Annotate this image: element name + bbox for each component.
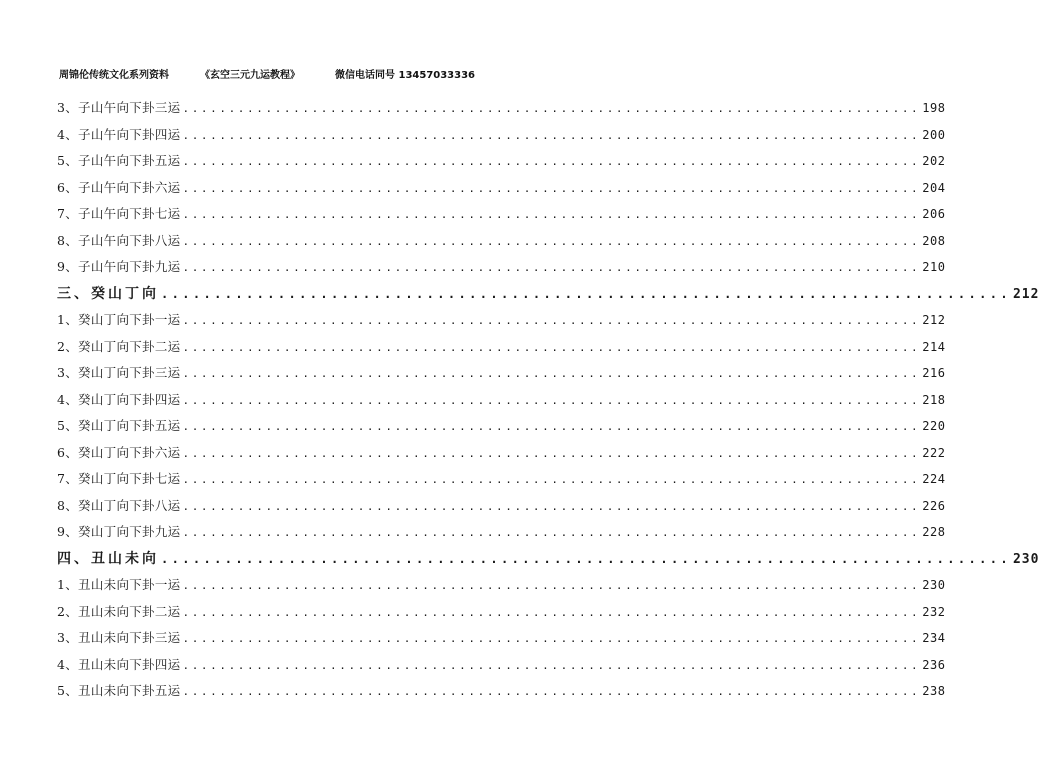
dot-leader: ................................................................................: [182, 685, 921, 698]
toc-page-number: 212: [1012, 286, 1039, 302]
header-series-title: 周锦伦传统文化系列资料: [59, 70, 169, 81]
table-of-contents: [57, 95, 1039, 705]
toc-entry-title: 5、子山午向下卦五运: [57, 153, 181, 168]
toc-page-number: 234: [922, 631, 946, 645]
toc-entry-title: 9、子山午向下卦九运: [57, 259, 181, 274]
dot-leader: ................................................................................: [182, 181, 921, 195]
toc-entry-title: 7、子山午向下卦七运: [57, 206, 181, 221]
toc-entry-title: 6、癸山丁向下卦六运: [57, 444, 181, 460]
toc-entry-title: 4、癸山丁向下卦四运: [57, 391, 181, 407]
toc-entry-title: 3、子山午向下卦三运: [57, 100, 181, 115]
toc-entry-title: 5、丑山未向下卦五运: [57, 683, 181, 698]
toc-entry[interactable]: [57, 493, 946, 520]
toc-entry-title: 4、子山午向下卦四运: [57, 126, 181, 142]
dot-leader: ................................................................................: [182, 473, 921, 486]
toc-entry-title: 9、癸山丁向下卦九运: [57, 524, 181, 539]
dot-leader: ................................................................................: [182, 155, 921, 168]
toc-page-number: 238: [922, 684, 946, 698]
dot-leader: ................................................................................: [161, 551, 1011, 566]
toc-entry-title: 5、癸山丁向下卦五运: [57, 418, 181, 433]
toc-section-heading[interactable]: [57, 281, 1039, 308]
dot-leader: ................................................................................: [182, 658, 921, 672]
toc-entry-title: 8、癸山丁向下卦八运: [57, 497, 181, 513]
toc-entry[interactable]: [57, 175, 946, 202]
dot-leader: ................................................................................: [182, 420, 921, 433]
dot-leader: ................................................................................: [182, 314, 921, 327]
toc-section-heading[interactable]: [57, 546, 1039, 573]
dot-leader: ................................................................................: [182, 102, 921, 115]
toc-entry[interactable]: [57, 413, 946, 440]
toc-entry[interactable]: [57, 201, 946, 228]
dot-leader: ................................................................................: [182, 208, 921, 221]
toc-entry-title: 1、癸山丁向下卦一运: [57, 312, 181, 327]
toc-entry-title: 三、癸山丁向: [57, 285, 159, 302]
toc-page-number: 200: [922, 127, 946, 142]
toc-page-number: 230: [922, 578, 946, 592]
toc-page-number: 222: [922, 445, 946, 460]
toc-entry[interactable]: [57, 599, 946, 626]
toc-entry[interactable]: [57, 307, 946, 334]
toc-page-number: 214: [922, 339, 946, 354]
toc-entry[interactable]: [57, 122, 946, 149]
toc-entry[interactable]: [57, 625, 946, 652]
toc-page-number: 230: [1012, 551, 1039, 567]
dot-leader: ................................................................................: [182, 340, 921, 354]
toc-entry-title: 2、丑山未向下卦二运: [57, 603, 181, 619]
toc-page-number: 210: [922, 260, 946, 274]
dot-leader: ................................................................................: [182, 261, 921, 274]
toc-entry[interactable]: [57, 519, 946, 546]
dot-leader: ................................................................................: [182, 393, 921, 407]
dot-leader: ................................................................................: [182, 367, 921, 380]
toc-page-number: 206: [922, 207, 946, 221]
toc-page-number: 204: [922, 180, 946, 195]
toc-entry[interactable]: [57, 466, 946, 493]
toc-entry-title: 四、丑山未向: [57, 550, 159, 567]
toc-page-number: 228: [922, 525, 946, 539]
toc-page-number: 198: [922, 101, 946, 115]
toc-entry-title: 3、癸山丁向下卦三运: [57, 365, 181, 380]
header-contact: 微信电话同号 13457033336: [335, 70, 476, 81]
toc-entry-title: 6、子山午向下卦六运: [57, 179, 181, 195]
toc-entry[interactable]: [57, 652, 946, 679]
toc-entry[interactable]: [57, 440, 946, 467]
toc-page-number: 226: [922, 498, 946, 513]
toc-entry[interactable]: [57, 254, 946, 281]
toc-entry[interactable]: [57, 572, 946, 599]
toc-page-number: 202: [922, 154, 946, 168]
toc-page-number: 224: [922, 472, 946, 486]
dot-leader: ................................................................................: [182, 605, 921, 619]
toc-entry[interactable]: [57, 148, 946, 175]
page-header: [0, 66, 525, 82]
toc-entry-title: 3、丑山未向下卦三运: [57, 630, 181, 645]
toc-entry[interactable]: [57, 360, 946, 387]
dot-leader: ................................................................................: [161, 286, 1011, 301]
toc-page-number: 208: [922, 233, 946, 248]
toc-page-number: 220: [922, 419, 946, 433]
toc-page-number: 212: [922, 313, 946, 327]
toc-entry-title: 1、丑山未向下卦一运: [57, 577, 181, 592]
toc-page-number: 232: [922, 604, 946, 619]
dot-leader: ................................................................................: [182, 446, 921, 460]
toc-entry[interactable]: [57, 95, 946, 122]
toc-entry-title: 4、丑山未向下卦四运: [57, 656, 181, 672]
dot-leader: ................................................................................: [182, 579, 921, 592]
dot-leader: ................................................................................: [182, 499, 921, 513]
toc-page-number: 216: [922, 366, 946, 380]
dot-leader: ................................................................................: [182, 234, 921, 248]
toc-page-number: 218: [922, 392, 946, 407]
toc-entry[interactable]: [57, 387, 946, 414]
dot-leader: ................................................................................: [182, 632, 921, 645]
toc-entry[interactable]: [57, 228, 946, 255]
toc-entry-title: 8、子山午向下卦八运: [57, 232, 181, 248]
toc-entry-title: 2、癸山丁向下卦二运: [57, 338, 181, 354]
toc-entry[interactable]: [57, 678, 946, 705]
toc-entry[interactable]: [57, 334, 946, 361]
dot-leader: ................................................................................: [182, 526, 921, 539]
toc-page-number: 236: [922, 657, 946, 672]
header-book-title: 《玄空三元九运教程》: [200, 70, 300, 81]
dot-leader: ................................................................................: [182, 128, 921, 142]
toc-entry-title: 7、癸山丁向下卦七运: [57, 471, 181, 486]
